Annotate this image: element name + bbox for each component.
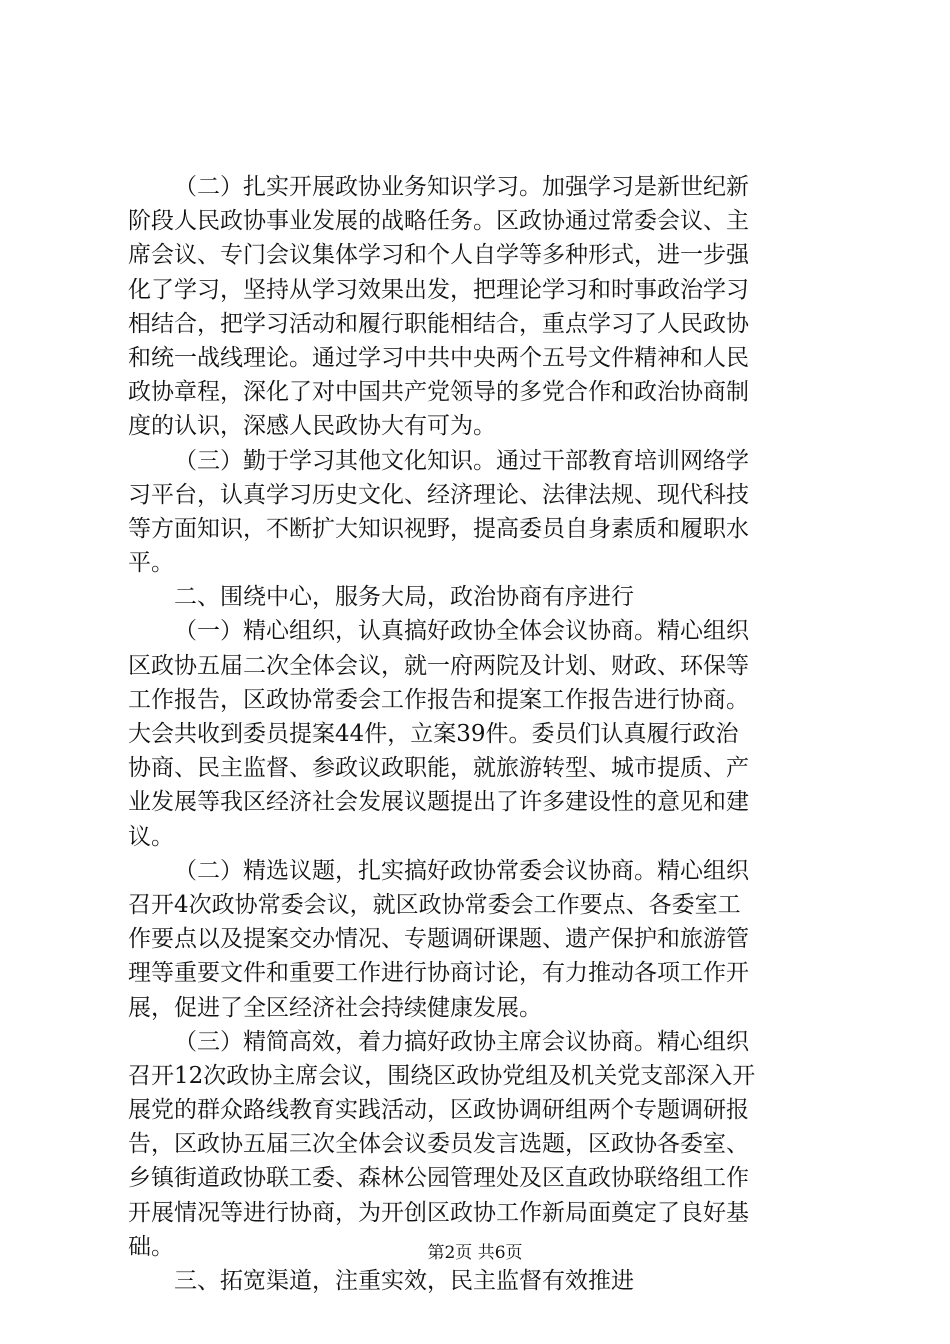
text-line: 作要点以及提案交办情况、专题调研课题、遗产保护和旅游管 <box>128 926 749 953</box>
text-line: 化了学习，坚持从学习效果出发，把理论学习和时事政治学习 <box>128 276 749 303</box>
text-line: 区政协五届二次全体会议，就一府两院及计划、财政、环保等 <box>128 652 749 679</box>
text-line: 三、拓宽渠道，注重实效，民主监督有效推进 <box>174 1268 634 1294</box>
text-line: 工作报告，区政协常委会工作报告和提案工作报告进行协商。 <box>128 686 749 713</box>
text-line: 议。 <box>128 823 174 850</box>
text-line: 平。 <box>128 550 174 577</box>
text-line: 习平台，认真学习历史文化、经济理论、法律法规、现代科技 <box>128 481 749 508</box>
text-line: （三）精简高效，着力搞好政协主席会议协商。精心组织 <box>174 1028 749 1055</box>
text-line: 席会议、专门会议集体学习和个人自学等多种形式，进一步强 <box>128 242 749 269</box>
text-line: 础。 <box>128 1233 174 1260</box>
page-footer: 第2页 共6页 <box>427 1243 523 1263</box>
text-line: 和统一战线理论。通过学习中共中央两个五号文件精神和人民 <box>128 344 749 371</box>
text-line: （三）勤于学习其他文化知识。通过干部教育培训网络学 <box>174 447 749 474</box>
text-line: （二）精选议题，扎实搞好政协常委会议协商。精心组织 <box>174 857 749 884</box>
text-line: 召开12次政协主席会议，围绕区政协党组及机关党支部深入开 <box>128 1062 756 1089</box>
text-line: 开展情况等进行协商，为开创区政协工作新局面奠定了良好基 <box>128 1199 749 1226</box>
text-line: 展，促进了全区经济社会持续健康发展。 <box>128 994 542 1021</box>
text-line: 度的认识，深感人民政协大有可为。 <box>128 413 496 440</box>
text-line: 二、围绕中心，服务大局，政治协商有序进行 <box>174 584 634 611</box>
text-line: 政协章程，深化了对中国共产党领导的多党合作和政治协商制 <box>128 379 749 406</box>
text-line: 阶段人民政协事业发展的战略任务。区政协通过常委会议、主 <box>128 208 749 235</box>
text-line: 告，区政协五届三次全体会议委员发言选题，区政协各委室、 <box>128 1131 749 1158</box>
text-line: 等方面知识，不断扩大知识视野，提高委员自身素质和履职水 <box>128 515 749 542</box>
text-line: （二）扎实开展政协业务知识学习。加强学习是新世纪新 <box>174 174 749 200</box>
text-line: 召开4次政协常委会议，就区政协常委会工作要点、各委室工 <box>128 891 741 918</box>
text-line: 展党的群众路线教育实践活动，区政协调研组两个专题调研报 <box>128 1097 749 1124</box>
text-line: 业发展等我区经济社会发展议题提出了许多建设性的意见和建 <box>128 789 749 816</box>
text-line: （一）精心组织，认真搞好政协全体会议协商。精心组织 <box>174 618 749 645</box>
text-line: 理等重要文件和重要工作进行协商讨论，有力推动各项工作开 <box>128 960 749 987</box>
text-line: 乡镇街道政协联工委、森林公园管理处及区直政协联络组工作 <box>128 1165 749 1192</box>
text-line: 协商、民主监督、参政议政职能，就旅游转型、城市提质、产 <box>128 755 749 782</box>
text-line: 相结合，把学习活动和履行职能相结合，重点学习了人民政协 <box>128 310 749 337</box>
text-line: 大会共收到委员提案44件，立案39件。委员们认真履行政治 <box>128 721 739 747</box>
document-body <box>128 170 828 1298</box>
